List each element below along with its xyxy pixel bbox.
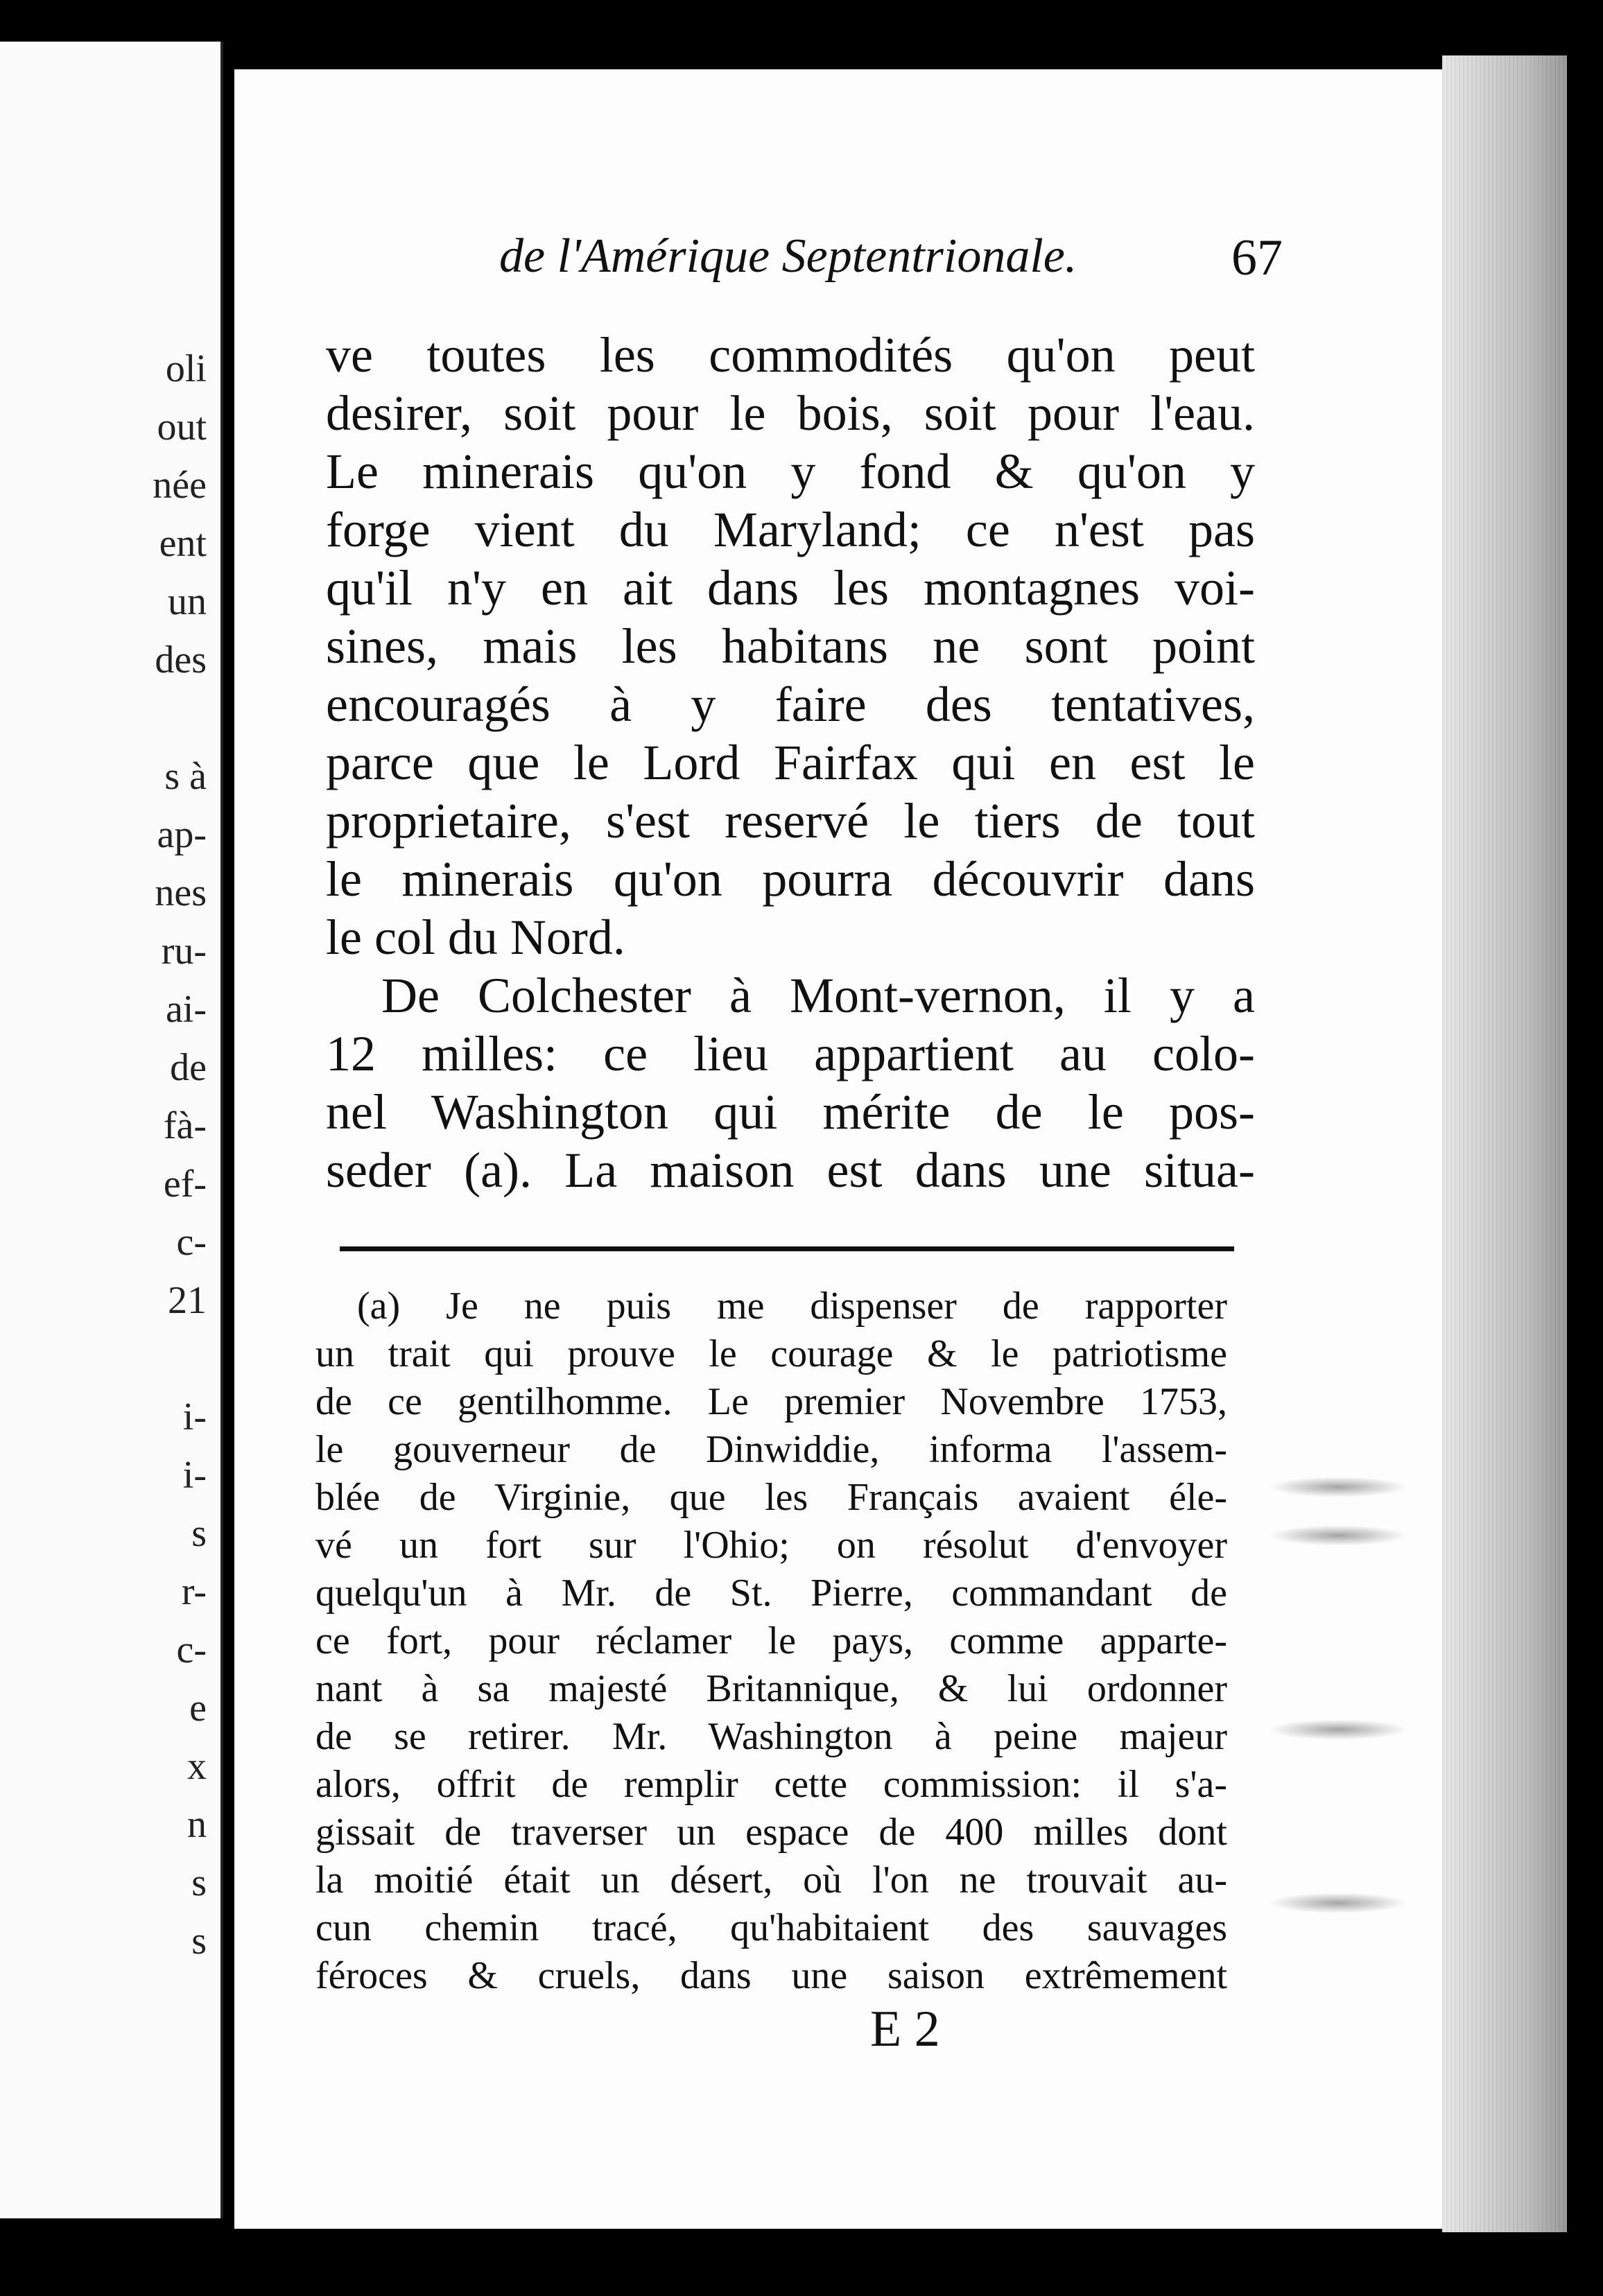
left-page-line-fragments	[6, 340, 207, 1970]
running-head: de l'Amérique Septentrionale.	[499, 229, 1077, 283]
left-fragment: 21	[168, 1279, 207, 1322]
left-fragment: des	[155, 638, 207, 681]
bleed-through-smudge	[1269, 1719, 1407, 1740]
footnote-line: vé un fort sur l'Ohio; on résolut d'envoyer	[315, 1524, 1227, 1567]
left-fragment: fà-	[163, 1104, 207, 1147]
left-fragment: ai-	[165, 988, 207, 1031]
body-line: 12 milles: ce lieu appartient au colo-	[326, 1026, 1255, 1081]
bleed-through-smudge	[1269, 1477, 1407, 1497]
left-fragment: i-	[182, 1395, 207, 1438]
footnote-line: de ce gentilhomme. Le premier Novembre 1753,	[315, 1380, 1227, 1423]
left-fragment: un	[168, 580, 207, 623]
signature-mark: E 2	[870, 2001, 940, 2058]
body-line: parce que le Lord Fairfax qui en est le	[326, 735, 1255, 790]
left-fragment: r-	[181, 1570, 207, 1613]
left-fragment: n	[187, 1803, 207, 1846]
footnote-line: cun chemin tracé, qu'habitaient des sauvages	[315, 1906, 1227, 1949]
body-line: encouragés à y faire des tentatives,	[326, 677, 1255, 732]
footnote-line: gissait de traverser un espace de 400 milles dont	[315, 1811, 1227, 1854]
body-line: sines, mais les habitans ne sont point	[326, 618, 1255, 674]
footnote-block	[315, 1282, 1227, 2000]
footnote-line: alors, offrit de remplir cette commission: il s'a-	[315, 1763, 1227, 1806]
body-line: seder (a). La maison est dans une situa-	[326, 1142, 1255, 1198]
body-line: proprietaire, s'est reservé le tiers de tout	[326, 793, 1255, 849]
left-fragment: s à	[164, 755, 207, 798]
footnote-line: féroces & cruels, dans une saison extrêmement	[315, 1954, 1227, 1997]
left-fragment: i-	[182, 1454, 207, 1497]
body-line: le minerais qu'on pourra découvrir dans	[326, 851, 1255, 907]
left-fragment: de	[170, 1046, 207, 1089]
body-line: nel Washington qui mérite de le pos-	[326, 1084, 1255, 1140]
left-fragment: c-	[176, 1628, 207, 1671]
left-fragment: ent	[159, 522, 207, 565]
footnote-line: nant à sa majesté Britannique, & lui ordonner	[315, 1667, 1227, 1710]
left-fragment: ap-	[157, 813, 207, 856]
left-fragment: s	[191, 1861, 207, 1904]
bleed-through-smudge	[1269, 1893, 1407, 1913]
scan-border-top	[0, 0, 1603, 42]
body-text	[326, 326, 1255, 1199]
left-fragment: s	[191, 1512, 207, 1555]
page-number: 67	[1231, 229, 1283, 286]
page-block-edge	[1442, 55, 1567, 2232]
left-fragment: ef-	[163, 1163, 207, 1206]
left-facing-page	[0, 42, 223, 2218]
body-line: forge vient du Maryland; ce n'est pas	[326, 502, 1255, 557]
bleed-through-smudge	[1269, 1525, 1407, 1546]
footnote-rule	[340, 1246, 1234, 1251]
left-fragment: out	[157, 406, 207, 449]
left-fragment: c-	[176, 1221, 207, 1264]
left-fragment: e	[189, 1687, 207, 1730]
page-header	[499, 229, 1283, 298]
footnote-line: un trait qui prouve le courage & le patriotisme	[315, 1332, 1227, 1375]
footnote-line: (a) Je ne puis me dispenser de rapporter	[357, 1285, 1227, 1328]
left-fragment	[6, 689, 207, 747]
body-line: ve toutes les commodités qu'on peut	[326, 327, 1255, 383]
body-line: qu'il n'y en ait dans les montagnes voi-	[326, 560, 1255, 616]
left-fragment: ru-	[161, 930, 207, 973]
footnote-line: blée de Virginie, que les Français avaient éle-	[315, 1476, 1227, 1519]
body-line: le col du Nord.	[326, 910, 625, 965]
left-fragment	[6, 1330, 207, 1388]
footnote-line: de se retirer. Mr. Washington à peine majeur	[315, 1715, 1227, 1758]
left-fragment: x	[187, 1745, 207, 1788]
body-line: desirer, soit pour le bois, soit pour l'eau.	[326, 385, 1255, 441]
footnote-line: ce fort, pour réclamer le pays, comme apparte-	[315, 1619, 1227, 1662]
left-fragment: née	[153, 464, 207, 507]
footnote-line: la moitié était un désert, où l'on ne trouvait au-	[315, 1859, 1227, 1902]
body-line: De Colchester à Mont-vernon, il y a	[381, 968, 1255, 1023]
left-fragment: oli	[165, 347, 207, 390]
footnote-line: quelqu'un à Mr. de St. Pierre, commandant de	[315, 1572, 1227, 1615]
left-fragment: s	[191, 1920, 207, 1963]
left-fragment: nes	[155, 871, 207, 914]
body-line: Le minerais qu'on y fond & qu'on y	[326, 444, 1255, 499]
footnote-line: le gouverneur de Dinwiddie, informa l'assem-	[315, 1428, 1227, 1471]
